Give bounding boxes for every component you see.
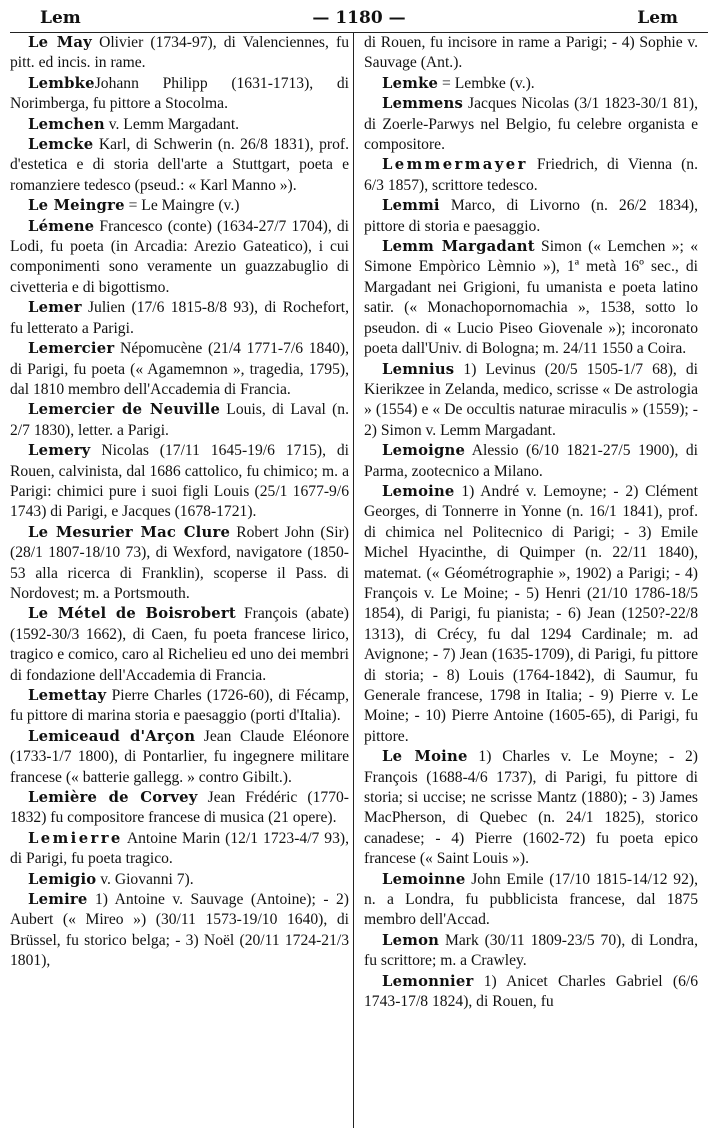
entry-headword: Lemmens [382,95,464,113]
entry-text: Jean Claude Eléonore (1733-1/7 1800), di Pontarlier, fu ingegnere militare francese (« batterie gallegg. » contro Gibilt.). [10,727,349,786]
entry-headword: Lemettay [28,687,107,704]
entry-headword: Lemonnier [382,972,474,990]
entry-text: 1) Anicet Charles Gabriel (6/6 1743-17/8 1824), di Rouen, fu [364,972,698,1011]
entry-text: = Lembke (v.). [438,74,535,92]
entry-text: 1) André v. Lemoyne; - 2) Clément Georges, di Tonnerre in Yonne (n. 16/1 1841), prof. di chimica nel Politecnico di Parigi; - 3) Emile Michel Hyacinthe, di Quimper (n. 22/11 1840), matemat. (« Géométrographie », 1902) a Parigi; - 4) François v. Le Moine; - 5) Henri (21/10 1786-18/5 1854), di Parigi, fu pianista; - 6) Jean (1250?-22/8 1313), di Crécy, fu dal 1294 Cardinale; m. ad Avignone; - 7) Jean (1635-1709), di Parigi, fu pittore di storia; - 8) Louis (1764-1842), di Saumur, fu Generale francese, 1798 in Italia; - 9) Pierre v. Le Moine; - 10) Pierre Antoine (1605-65), di Parigi, fu pittore. [364,482,698,745]
dictionary-entry [364,931,698,972]
entry-text: Jean Frédéric (1770-1832) fu compositore francese di musica (21 opere). [10,789,349,827]
columns [10,33,708,1128]
entry-headword: Le Métel de Boisrobert [28,605,236,623]
dictionary-entry [10,135,349,196]
dictionary-entry [10,115,349,135]
dictionary-entry [10,829,349,870]
entry-headword: Lemigio [28,870,97,888]
entry-headword: Le May [28,34,92,51]
entry-text: Pierre Charles (1726-60), di Fécamp, fu pittore di marina storia e paesaggio (porti d'Italia). [10,687,349,725]
entry-headword: Lemierre [28,829,123,847]
dictionary-entry [364,747,698,869]
dictionary-entry [10,890,349,972]
dictionary-entry [364,237,698,359]
entry-text: Jacques Nicolas (3/1 1823-30/1 81), di Zoerle-Parwys nel Belgio, fu celebre organista e compositore. [364,95,698,154]
entry-text: Nicolas (17/11 1645-19/6 1715), di Rouen, calvinista, dal 1686 cattolico, fu chimico; m. a Parigi: chimici pure i suoi figli Louis (25/1 1677-9/6 1743) di Parigi, e Jacques (1678-1721). [10,442,349,521]
entry-text: 1) Charles v. Le Moyne; - 2) François (1688-4/6 1737), di Parigi, fu pittore di storia; si uccise; ne scrisse Mantz (1880); - 3) James MacPherson, di Quebec (n. 24/1 1825), storico canadese; - 4) Pierre (1602-72) fu poeta epico francese (« Saint Louis »). [364,748,698,868]
dictionary-entry [364,196,698,237]
entry-headword: Lembke [28,74,95,92]
dictionary-entry [364,33,698,74]
entry-headword: Lemnius [382,360,455,378]
entry-text: Olivier (1734-97), di Valenciennes, fu pitt. ed incis. in rame. [10,34,350,72]
dictionary-entry [364,441,698,482]
entry-headword: Lemire [28,891,88,909]
entry-headword: Lemchen [28,115,105,133]
entry-text: di Rouen, fu incisore in rame a Parigi; - 4) Sophie v. Sauvage (Ant.). [364,34,698,72]
dictionary-entry [10,217,349,299]
entry-headword: Lemmi [382,197,440,215]
entry-headword: Lemercier de Neuville [28,401,221,419]
entry-text: v. Lemm Margadant. [104,115,240,133]
header-left-catchword: Lem [40,8,81,28]
entry-headword: Lemm Margadant [382,238,535,256]
dictionary-entry [10,196,349,216]
entry-text: Antoine Marin (12/1 1723-4/7 93), di Parigi, fu poeta tragico. [10,829,349,868]
dictionary-entry [10,74,349,115]
entry-headword: Lemmermayer [382,156,528,174]
entry-headword: Lemon [382,931,440,949]
dictionary-entry [10,604,349,686]
entry-headword: Le Moine [382,748,468,766]
entry-text: Mark (30/11 1809-23/5 70), di Londra, fu scrittore; m. a Crawley. [364,931,698,970]
entry-text: Alessio (6/10 1821-27/5 1900), di Parma, zootecnico a Milano. [364,442,698,480]
entry-headword: Lemcke [28,136,94,154]
entry-headword: Lemoigne [382,442,466,460]
dictionary-entry [10,33,349,74]
entry-text: = Le Maingre (v.) [124,197,240,215]
dictionary-entry [364,972,698,1013]
entry-text: John Emile (17/10 1815-14/12 92), n. a Londra, fu pubblicista francese, dal 1875 membro dell'Accad. [364,870,698,929]
entry-headword: Lemoinne [382,870,466,888]
entry-text: Népomucène (21/4 1771-7/6 1840), di Parigi, fu poeta (« Agamemnon », tragedia, 1795), dal 1810 membro dell'Accademia di Francia. [10,340,349,398]
entry-headword: Lemke [382,74,439,92]
entry-text: Robert John (Sir) (28/1 1807-18/10 73), di Wexford, navigatore (1850-53 alla ricerca di Franklin), scoperse il Pass. di Nordovest; m. a Portsmouth. [10,523,349,602]
dictionary-entry [10,339,349,400]
entry-headword: Lemer [28,299,82,317]
dictionary-entry [10,870,349,890]
header-page-number: — 1180 — [312,8,406,28]
entry-text: Friedrich, di Vienna (n. 6/3 1857), scrittore tedesco. [364,156,698,194]
entry-text: Johann Philipp (1631-1713), di Norimberga, fu pittore a Stocolma. [10,74,349,113]
entry-text: François (abate) (1592-30/3 1662), di Caen, fu poeta francese lirico, tragico e comico, caro al Richelieu ed uno dei membri di fondazione dell'Accademia di Francia. [10,605,349,684]
entry-headword: Lemercier [28,340,115,358]
entry-headword: Lemoine [382,482,455,500]
dictionary-entry [364,74,698,94]
dictionary-entry [364,360,698,442]
entry-text: 1) Levinus (20/5 1505-1/7 68), di Kierikzee in Zelanda, medico, scrisse « De astrologia » (1554) e « De occultis naturae miraculis » (1559); - 2) Simon v. Lemm Margadant. [364,360,698,439]
entry-text: Louis, di Laval (n. 2/7 1830), letter. a Parigi. [10,401,349,439]
entry-headword: Lemiceaud d'Arçon [28,727,196,745]
dictionary-entry [10,400,349,441]
dictionary-entry [10,298,349,339]
right-column [354,33,698,1128]
entry-headword: Lémene [28,217,95,235]
entry-headword: Lemière de Corvey [28,789,198,807]
dictionary-entry [364,482,698,747]
entry-headword: Le Mesurier Mac Clure [28,523,231,541]
dictionary-entry [10,523,349,605]
dictionary-entry [10,441,349,523]
page-header [10,4,708,33]
entry-headword: Le Meingre [28,197,125,215]
entry-text: Francesco (conte) (1634-27/7 1704), di Lodi, fu poeta (in Arcadia: Arezio Gateatico), i cui componimenti sono veramente un guazzabuglio di civetteria e di bigottismo. [10,217,349,296]
header-right-catchword: Lem [637,8,678,28]
entry-text: Simon (« Lemchen »; « Simone Empòrico Lèmnio »), 1ª metà 16º sec., di Margadant nei Grigioni, fu umanista e poeta latino satir. (« Monachopornomachia », 1538, sotto lo pseudon. di « Lucio Piseo Giovenale »); incoronato poeta dall'Univ. di Bologna; m. 24/11 1550 a Coira. [364,238,698,358]
entry-text: Julien (17/6 1815-8/8 93), di Rochefort, fu letterato a Parigi. [10,299,349,337]
left-column [10,33,354,1128]
dictionary-entry [364,155,698,196]
dictionary-entry [364,94,698,155]
entry-text: v. Giovanni 7). [96,870,194,888]
dictionary-entry [10,727,349,788]
dictionary-entry [364,870,698,931]
entry-text: 1) Antoine v. Sauvage (Antoine); - 2) Aubert (« Mireo ») (30/11 1573-19/10 1640), di Brüssel, fu storico belga; - 3) Noël (20/11 1724-21/3 1801), [10,891,349,970]
entry-headword: Lemery [28,442,91,460]
dictionary-entry [10,686,349,727]
entry-text: Marco, di Livorno (n. 26/2 1834), pittore di storia e paesaggio. [364,197,698,235]
entry-text: Karl, di Schwerin (n. 26/8 1831), prof. d'estetica e di storia dell'arte a Stuttgart, poeta e romanziere tedesco (pseud.: « Karl Manno »). [10,136,349,194]
dictionary-entry [10,788,349,829]
